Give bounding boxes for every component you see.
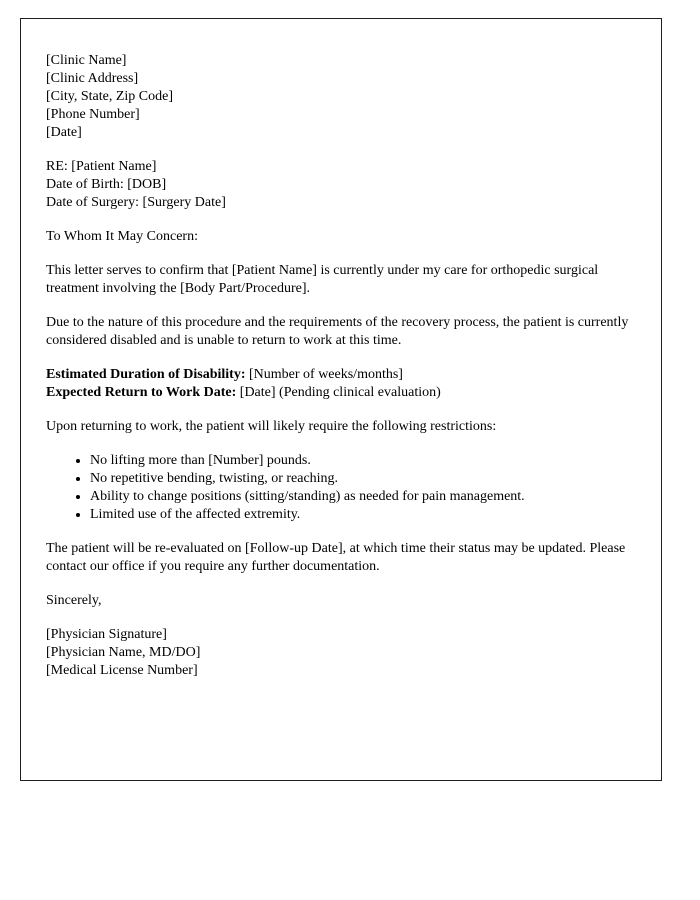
salutation: To Whom It May Concern: [46, 229, 198, 244]
closing: Sincerely, [46, 593, 102, 608]
duration-of-disability-value: [Number of weeks/months] [249, 367, 403, 382]
restriction-item-lifting: • No lifting more than [Number] pounds. [90, 452, 637, 470]
letterhead-block [46, 52, 637, 142]
physician-signature-line: [Physician Signature] [46, 627, 167, 642]
duration-of-disability-label: Estimated Duration of Disability: [46, 367, 246, 382]
disability-summary-block [46, 366, 637, 402]
return-to-work-line [46, 384, 637, 402]
date-of-surgery-line: Date of Surgery: [Surgery Date] [46, 195, 226, 210]
restriction-item-positions: • Ability to change positions (sitting/standing) as needed for pain management. [90, 488, 637, 506]
signature-block [46, 626, 637, 680]
reference-block [46, 158, 637, 212]
clinic-phone-line: [Phone Number] [46, 107, 140, 122]
clinic-address-line: [Clinic Address] [46, 71, 139, 86]
re-patient-name-line: RE: [Patient Name] [46, 159, 157, 174]
clinic-name-line: [Clinic Name] [46, 53, 127, 68]
paragraph-follow-up: The patient will be re-evaluated on [Follow-up Date], at which time their status may be updated. Please contact our office if you require any further documentation. [46, 541, 626, 574]
letter-document [20, 18, 662, 781]
restriction-item-extremity: • Limited use of the affected extremity. [90, 506, 637, 524]
paragraph-restrictions-intro: Upon returning to work, the patient will likely require the following restrictions: [46, 419, 497, 434]
clinic-city-state-zip-line: [City, State, Zip Code] [46, 89, 174, 104]
restrictions-list [46, 452, 637, 524]
date-of-birth-line: Date of Birth: [DOB] [46, 177, 167, 192]
restriction-item-bending: • No repetitive bending, twisting, or reaching. [90, 470, 637, 488]
return-to-work-label: Expected Return to Work Date: [46, 385, 237, 400]
paragraph-disability-status: Due to the nature of this procedure and the requirements of the recovery process, the patient is currently considered disabled and is unable to return to work at this time. [46, 315, 629, 348]
physician-name-line: [Physician Name, MD/DO] [46, 645, 201, 660]
return-to-work-value: [Date] (Pending clinical evaluation) [239, 385, 441, 400]
duration-of-disability-line [46, 366, 637, 384]
paragraph-confirmation: This letter serves to confirm that [Patient Name] is currently under my care for orthopedic surgical treatment involving the [Body Part/Procedure]. [46, 263, 599, 296]
medical-license-line: [Medical License Number] [46, 663, 198, 678]
letter-date-line: [Date] [46, 125, 82, 140]
